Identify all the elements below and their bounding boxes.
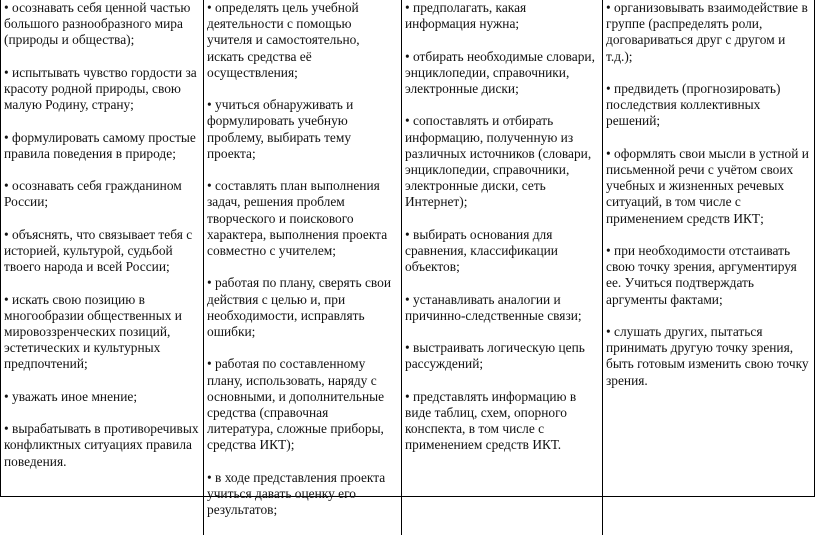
column-cognitive <box>402 0 603 535</box>
list-item: • предвидеть (прогнозировать) последствия коллективных решений; <box>606 81 781 129</box>
list-item: • объяснять, что связывает тебя с историей, культурой, судьбой твоего народа и всей России; <box>4 226 193 275</box>
list-item: • работая по составленному плану, использовать, наряду с основными, и дополнительные средства (справочная литература, сложные приборы, средства ИКТ); <box>207 356 385 453</box>
list-item: • формулировать самому простые правила поведения в природе; <box>4 129 196 161</box>
list-item: • уважать иное мнение; <box>4 388 138 404</box>
list-item: • организовывать взаимодействие в группе (распределять роли, договариваться друг с другом и т.д.); <box>606 0 808 64</box>
list-item: • определять цель учебной деятельности с помощью учителя и самостоятельно, искать средства её осуществления; <box>207 0 360 80</box>
list-item: • выбирать основания для сравнения, классификации объектов; <box>405 226 558 275</box>
list-item: • искать свою позицию в многообразии общественных и мировоззренческих позиций, эстетических и культурных предпочтений; <box>4 291 182 372</box>
list-item: • учиться обнаруживать и формулировать учебную проблему, выбирать тему проекта; <box>207 97 354 161</box>
list-item: • выстраивать логическую цепь рассуждений; <box>405 340 585 372</box>
list-item: • вырабатывать в противоречивых конфликтных ситуациях правила поведения. <box>4 421 199 469</box>
column-regulatory <box>204 0 402 535</box>
list-item: • осознавать себя гражданином России; <box>4 178 182 210</box>
list-item: • сопоставлять и отбирать информацию, полученную из различных источников (словари, энциклопедии, справочники, электронные диски, сеть Интернет); <box>405 113 592 210</box>
list-item: • оформлять свои мысли в устной и письменной речи с учётом своих учебных и жизненных речевых ситуаций, в том числе с применением средств ИКТ; <box>606 145 809 226</box>
list-item: • слушать других, пытаться принимать другую точку зрения, быть готовым изменить свою точку зрения. <box>606 324 809 388</box>
column-personal <box>1 0 204 535</box>
list-item: • предполагать, какая информация нужна; <box>405 0 527 32</box>
list-item: • составлять план выполнения задач, решения проблем творческого и поискового характера, выполнения проекта совместно с учителем; <box>207 178 388 259</box>
list-item: • работая по плану, сверять свои действия с целью и, при необходимости, исправлять ошибки; <box>207 275 392 340</box>
list-item: • при необходимости отстаивать свою точку зрения, аргументируя ее. Учиться подтверждать аргументы фактами; <box>606 243 797 307</box>
list-item: • отбирать необходимые словари, энциклопедии, справочники, электронные диски; <box>405 48 595 96</box>
list-item: • осознавать себя ценной частью большого разнообразного мира (природы и общества); <box>4 0 191 48</box>
column-communicative <box>603 0 816 535</box>
list-item: • испытывать чувство гордости за красоту родной природы, свою малую Родину, страну; <box>4 64 197 113</box>
list-item: • представлять информацию в виде таблиц, схем, опорного конспекта, в том числе с применением средств ИКТ. <box>405 388 577 453</box>
list-item: • в ходе представления проекта учиться давать оценку его результатов; <box>207 469 386 518</box>
list-item: • устанавливать аналогии и причинно-следственные связи; <box>405 291 582 323</box>
